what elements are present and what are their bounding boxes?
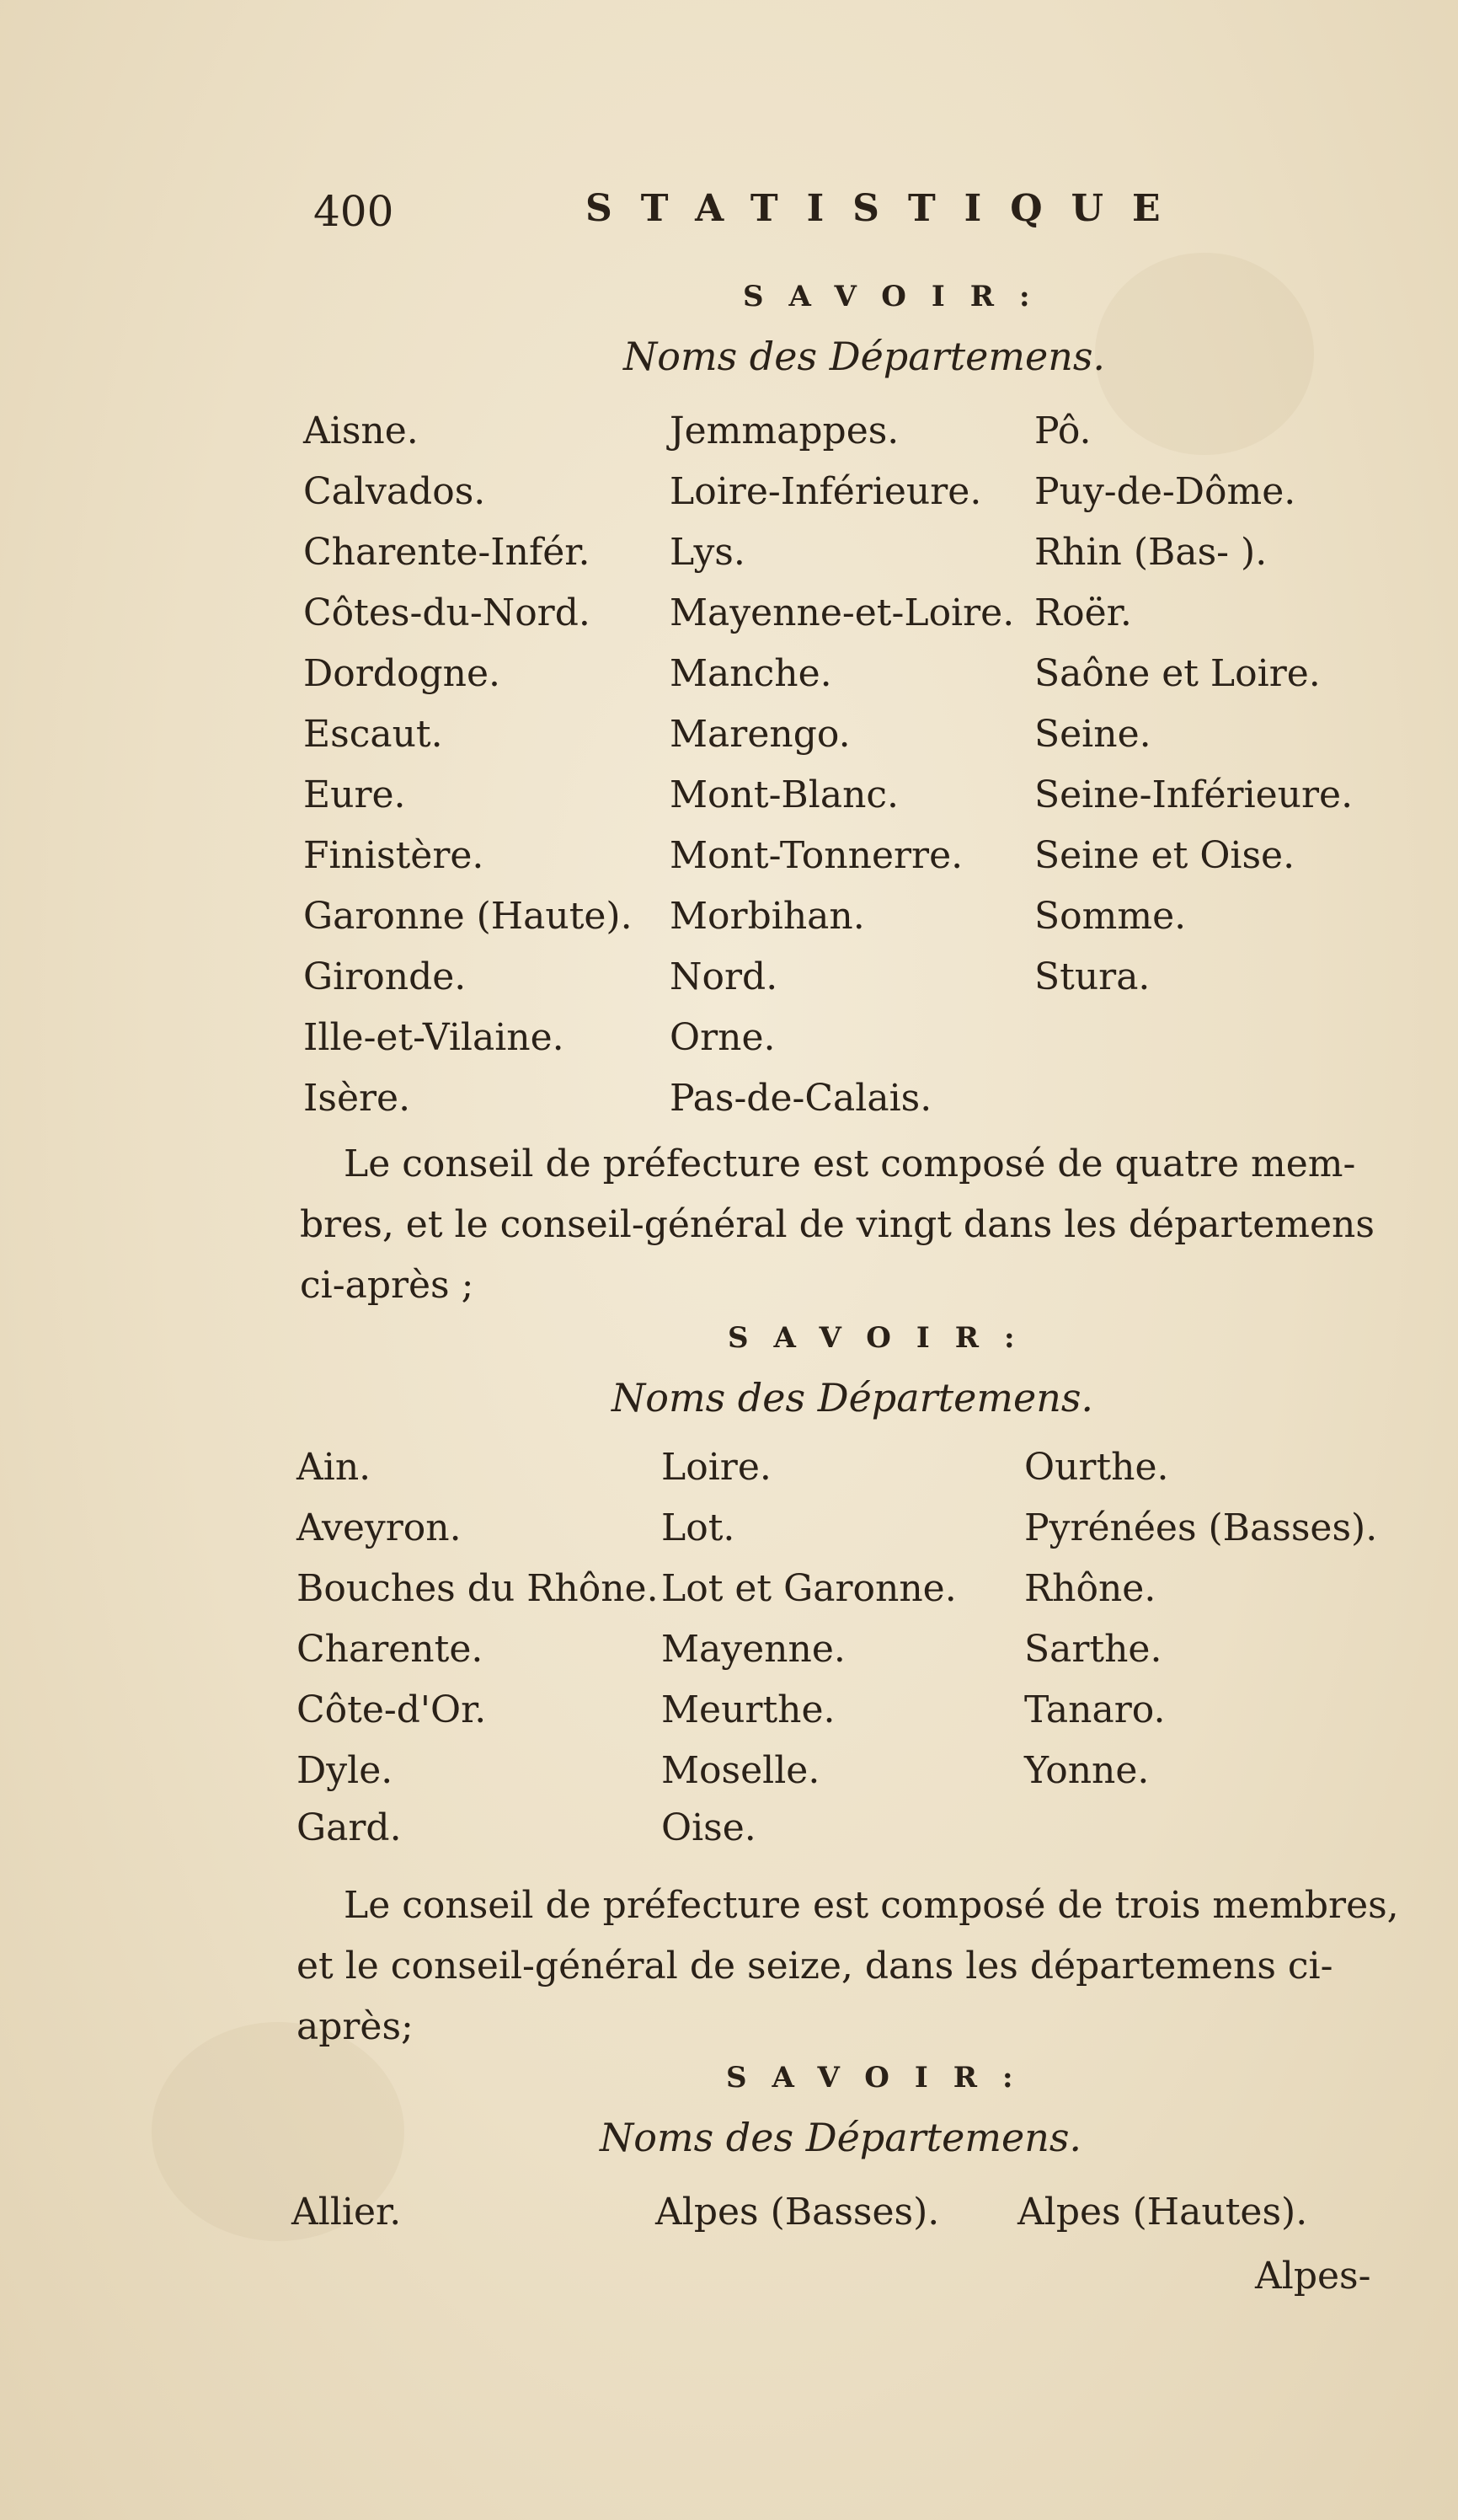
- department-entry: Mont-Tonnerre.: [670, 834, 964, 877]
- department-entry: Côte-d'Or.: [296, 1688, 487, 1731]
- department-entry: Mayenne.: [661, 1628, 846, 1671]
- savoir-label-2: SAVOIR:: [728, 1321, 1040, 1355]
- department-entry: Allier.: [291, 2191, 402, 2234]
- department-entry: Alpes (Basses).: [655, 2191, 940, 2234]
- department-entry: Finistère.: [303, 834, 484, 877]
- department-entry: Puy-de-Dôme.: [1034, 470, 1296, 513]
- department-entry: Ain.: [296, 1446, 371, 1489]
- department-entry: Yonne.: [1024, 1749, 1150, 1792]
- department-entry: Rhin (Bas- ).: [1034, 531, 1268, 574]
- catchword: Alpes-: [1255, 2255, 1371, 2298]
- page-number: 400: [313, 187, 394, 236]
- paragraph-line: bres, et le conseil-général de vingt dans les départemens: [300, 1203, 1375, 1246]
- department-entry: Escaut.: [303, 713, 443, 756]
- department-entry: Sarthe.: [1024, 1628, 1162, 1671]
- department-entry: Roër.: [1034, 591, 1132, 634]
- department-entry: Stura.: [1034, 955, 1151, 998]
- department-entry: Tanaro.: [1024, 1688, 1166, 1731]
- savoir-label-3: SAVOIR:: [726, 2061, 1039, 2095]
- department-entry: Pas-de-Calais.: [670, 1077, 932, 1120]
- list-heading-3: Noms des Départemens.: [600, 2115, 1082, 2160]
- savoir-label-1: SAVOIR:: [743, 280, 1055, 313]
- department-entry: Charente-Infér.: [303, 531, 590, 574]
- department-entry: Pô.: [1034, 409, 1092, 452]
- running-title: STATISTIQUE: [585, 187, 1189, 230]
- department-entry: Morbihan.: [670, 895, 865, 938]
- department-entry: Lot et Garonne.: [661, 1567, 957, 1610]
- department-entry: Loire.: [661, 1446, 772, 1489]
- department-entry: Seine et Oise.: [1034, 834, 1295, 877]
- department-entry: Nord.: [670, 955, 778, 998]
- department-entry: Orne.: [670, 1016, 776, 1059]
- list-heading-2: Noms des Départemens.: [612, 1375, 1094, 1421]
- paragraph-line: et le conseil-général de seize, dans les départemens ci-: [296, 1945, 1333, 1988]
- department-entry: Dyle.: [296, 1749, 393, 1792]
- department-entry: Moselle.: [661, 1749, 820, 1792]
- department-entry: Gironde.: [303, 955, 467, 998]
- department-entry: Aisne.: [303, 409, 419, 452]
- department-entry: Isère.: [303, 1077, 411, 1120]
- department-entry: Marengo.: [670, 713, 851, 756]
- department-entry: Bouches du Rhône.: [296, 1567, 659, 1610]
- paragraph-line: ci-après ;: [300, 1264, 474, 1307]
- department-entry: Mont-Blanc.: [670, 773, 900, 816]
- department-entry: Lys.: [670, 531, 745, 574]
- department-entry: Somme.: [1034, 895, 1187, 938]
- department-entry: Ourthe.: [1024, 1446, 1169, 1489]
- department-entry: Ille-et-Vilaine.: [303, 1016, 564, 1059]
- list-heading-1: Noms des Départemens.: [623, 334, 1106, 379]
- department-entry: Côtes-du-Nord.: [303, 591, 590, 634]
- department-entry: Calvados.: [303, 470, 486, 513]
- department-entry: Dordogne.: [303, 652, 500, 695]
- department-entry: Aveyron.: [296, 1506, 462, 1549]
- department-entry: Seine-Inférieure.: [1034, 773, 1354, 816]
- department-entry: Meurthe.: [661, 1688, 836, 1731]
- department-entry: Rhône.: [1024, 1567, 1156, 1610]
- department-entry: Charente.: [296, 1628, 483, 1671]
- paragraph-line: après;: [296, 2005, 414, 2048]
- department-entry: Jemmappes.: [670, 409, 900, 452]
- department-entry: Lot.: [661, 1506, 735, 1549]
- paragraph-line: Le conseil de préfecture est composé de quatre mem-: [344, 1142, 1356, 1185]
- department-entry: Seine.: [1034, 713, 1151, 756]
- department-entry: Gard.: [296, 1806, 402, 1849]
- department-entry: Garonne (Haute).: [303, 895, 633, 938]
- department-entry: Manche.: [670, 652, 832, 695]
- department-entry: Loire-Inférieure.: [670, 470, 982, 513]
- department-entry: Oise.: [661, 1806, 756, 1849]
- paragraph-line: Le conseil de préfecture est composé de trois membres,: [344, 1884, 1399, 1927]
- department-entry: Pyrénées (Basses).: [1024, 1506, 1378, 1549]
- department-entry: Mayenne-et-Loire.: [670, 591, 1015, 634]
- department-entry: Saône et Loire.: [1034, 652, 1321, 695]
- department-entry: Alpes (Hautes).: [1017, 2191, 1308, 2234]
- department-entry: Eure.: [303, 773, 406, 816]
